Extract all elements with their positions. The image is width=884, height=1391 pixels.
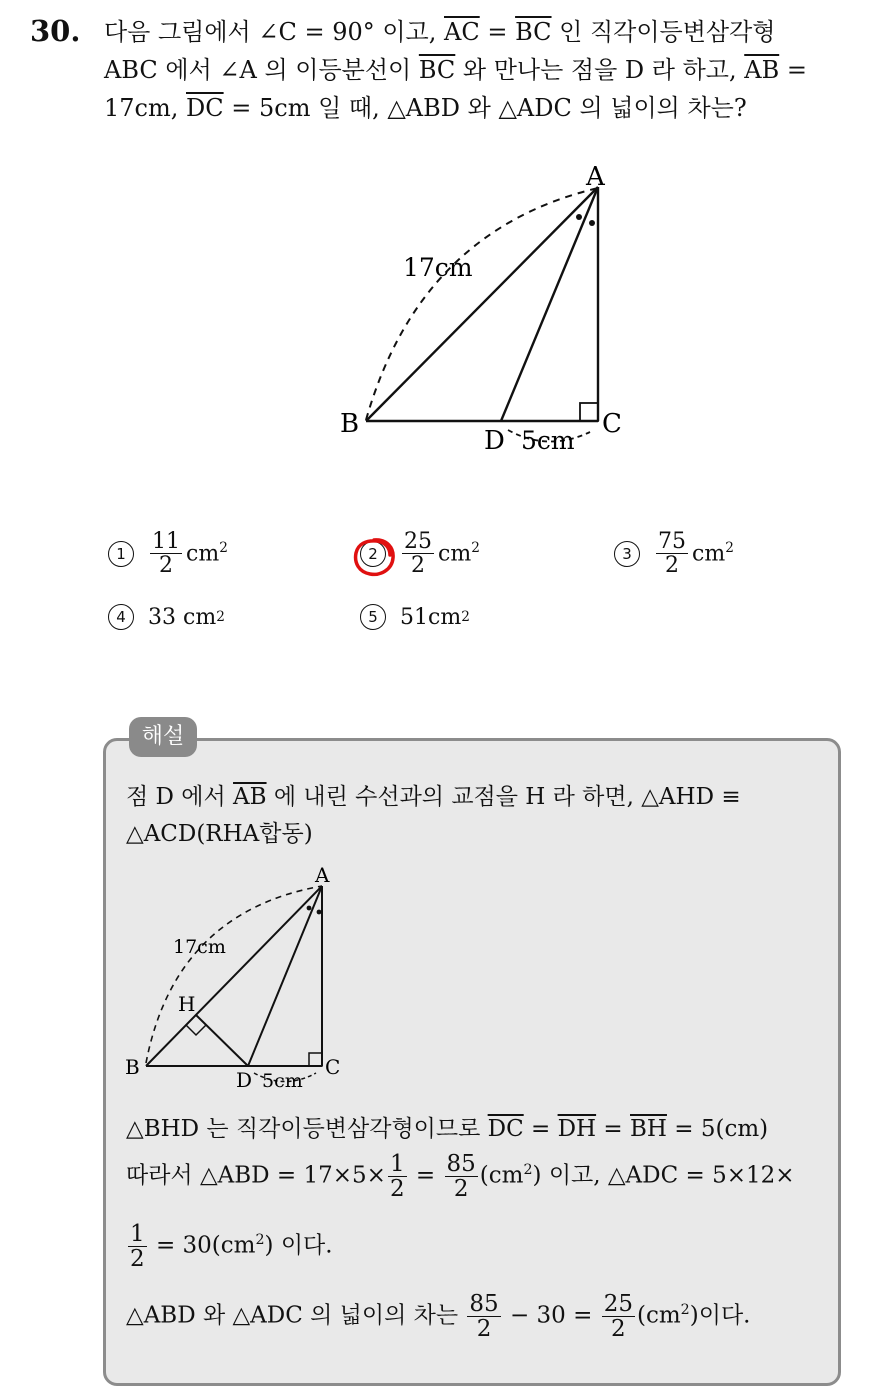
fraction — [128, 1222, 147, 1271]
length-ab-label: 17cm — [403, 253, 473, 282]
right-angle-mark-h — [186, 1015, 206, 1035]
question-text: 17cm, — [104, 94, 186, 122]
triangle-figure — [330, 155, 650, 465]
choice-number: 5 — [360, 604, 386, 630]
equals-text: = — [408, 1162, 443, 1189]
segment-bc: $\overline{BC}$ — [515, 18, 552, 46]
numerator: 85 — [446, 1151, 476, 1177]
label-a: A — [315, 863, 330, 887]
question-line-3 — [104, 90, 747, 126]
denominator: 2 — [159, 553, 173, 579]
question-number: 30. — [30, 14, 81, 48]
exponent: 2 — [680, 1301, 690, 1318]
numerator: 1 — [130, 1221, 145, 1247]
denominator: 2 — [611, 1316, 626, 1343]
solution-text: 따라서 △ABD = 17×5× — [126, 1162, 386, 1189]
bisector-ad-line — [501, 187, 598, 421]
numerator: 75 — [658, 529, 686, 554]
fraction — [656, 530, 688, 577]
fraction — [388, 1152, 407, 1201]
solution-line-5 — [126, 1222, 333, 1271]
unit — [186, 540, 228, 566]
segment-ab-line — [366, 187, 598, 421]
choice-4[interactable] — [108, 604, 225, 630]
solution-text: ) 이다. — [264, 1232, 333, 1259]
numerator: 1 — [389, 1151, 405, 1177]
label-b: B — [125, 1055, 140, 1079]
angle-mark-dot — [317, 910, 322, 915]
choice-number: 2 — [360, 541, 386, 567]
exponent: 2 — [461, 609, 470, 625]
label-d: D — [236, 1068, 253, 1092]
answer-mark-stroke — [356, 540, 394, 574]
denominator: 2 — [389, 1176, 405, 1203]
choice-number: 3 — [614, 541, 640, 567]
segment-bc: $\overline{BC}$ — [418, 56, 456, 84]
solution-line-1 — [126, 778, 741, 811]
solution-figure — [118, 860, 358, 1095]
solution-text: 에 내린 수선과의 교점을 H 라 하면, △AHD ≡ — [266, 784, 741, 810]
numerator: 25 — [603, 1291, 633, 1317]
label-b: B — [340, 409, 360, 439]
choice-1[interactable] — [108, 530, 228, 577]
unit-text: cm — [183, 604, 217, 630]
unit — [692, 540, 734, 566]
solution-text: ) 이고, △ADC = 5×12× — [532, 1162, 795, 1189]
solution-text: 점 D 에서 — [126, 784, 234, 810]
numerator: 85 — [469, 1291, 499, 1317]
solution-line-6 — [126, 1292, 750, 1341]
denominator: 2 — [665, 553, 679, 579]
choice-value: 33 — [148, 604, 176, 630]
equals-text: = — [479, 18, 516, 46]
solution-text: )이다. — [689, 1302, 751, 1329]
choice-number: 4 — [108, 604, 134, 630]
fraction — [402, 530, 434, 577]
exponent: 2 — [725, 540, 734, 557]
solution-line-2: △ACD(RHA합동) — [126, 821, 313, 847]
fraction — [150, 530, 182, 577]
solution-text: △ABD 와 △ADC 의 넓이의 차는 — [126, 1302, 466, 1329]
solution-text: = 30(cm — [148, 1232, 256, 1259]
choice-5[interactable] — [360, 604, 470, 630]
equals-text: = — [779, 56, 807, 84]
label-c: C — [602, 409, 622, 439]
solution-line-3 — [126, 1110, 768, 1143]
right-angle-mark-c — [309, 1053, 322, 1066]
question-text: 다음 그림에서 ∠C = 90° 이고, — [104, 18, 444, 46]
exponent: 2 — [219, 540, 228, 557]
segment-ab: $\overline{AB}$ — [744, 56, 780, 84]
denominator: 2 — [411, 553, 425, 579]
fraction — [602, 1292, 635, 1341]
angle-mark-dot — [307, 906, 312, 911]
label-d: D — [484, 426, 505, 456]
segment-ac: $\overline{AC}$ — [444, 18, 480, 46]
length-dc-label: 5cm — [521, 426, 575, 455]
question-text: = 5cm 일 때, △ABD 와 △ADC 의 넓이의 차는? — [223, 94, 747, 122]
exponent: 2 — [216, 609, 225, 625]
exponent: 2 — [471, 540, 480, 557]
numerator: 25 — [404, 529, 432, 554]
unit-text: cm — [428, 604, 462, 630]
solution-text: (cm — [479, 1162, 524, 1189]
equals-text: = — [596, 1116, 630, 1142]
solution-text: − 30 = — [502, 1302, 600, 1329]
label-a: A — [586, 162, 605, 192]
numerator: 11 — [152, 529, 180, 554]
exponent: 2 — [255, 1231, 265, 1248]
fraction — [467, 1292, 500, 1341]
segment-dh: $\overline{DH}$ — [557, 1116, 597, 1142]
equals-text: = — [523, 1116, 558, 1142]
choice-number: 1 — [108, 541, 134, 567]
angle-mark-dot — [589, 220, 595, 226]
choice-value: 51 — [400, 604, 428, 630]
unit — [438, 540, 480, 566]
solution-text: = 5(cm) — [666, 1116, 769, 1142]
denominator: 2 — [476, 1316, 492, 1343]
answer-mark-circle — [350, 534, 398, 580]
choice-3[interactable] — [614, 530, 734, 577]
segment-dc: $\overline{DC}$ — [487, 1116, 524, 1142]
unit-text: cm — [186, 541, 220, 567]
question-line-1 — [104, 14, 775, 50]
question-text: 와 만나는 점을 D 라 하고, — [455, 56, 745, 84]
solution-tag: 해설 — [129, 717, 197, 757]
exponent: 2 — [523, 1161, 533, 1178]
segment-dc: $\overline{DC}$ — [186, 94, 224, 122]
length-ab-label: 17cm — [173, 936, 226, 958]
label-h: H — [178, 992, 196, 1016]
unit-text: cm — [692, 541, 726, 567]
right-angle-mark — [580, 403, 598, 421]
label-c: C — [325, 1055, 341, 1079]
denominator: 2 — [130, 1246, 145, 1273]
angle-mark-dot — [576, 214, 582, 220]
bisector-ad-line — [248, 886, 322, 1066]
question-line-2 — [104, 52, 807, 88]
solution-text: △BHD 는 직각이등변삼각형이므로 — [126, 1116, 488, 1142]
solution-line-4 — [126, 1152, 795, 1201]
unit-text: cm — [438, 541, 472, 567]
denominator: 2 — [453, 1176, 469, 1203]
fraction — [445, 1152, 478, 1201]
segment-ab: $\overline{AB}$ — [233, 784, 267, 810]
question-text: ABC 에서 ∠A 의 이등분선이 — [104, 56, 419, 84]
segment-bh: $\overline{BH}$ — [630, 1116, 667, 1142]
segment-ab-line — [146, 886, 322, 1066]
solution-text: (cm — [637, 1302, 681, 1329]
length-dc-label: 5cm — [262, 1070, 303, 1092]
question-text: 인 직각이등변삼각형 — [551, 18, 776, 46]
